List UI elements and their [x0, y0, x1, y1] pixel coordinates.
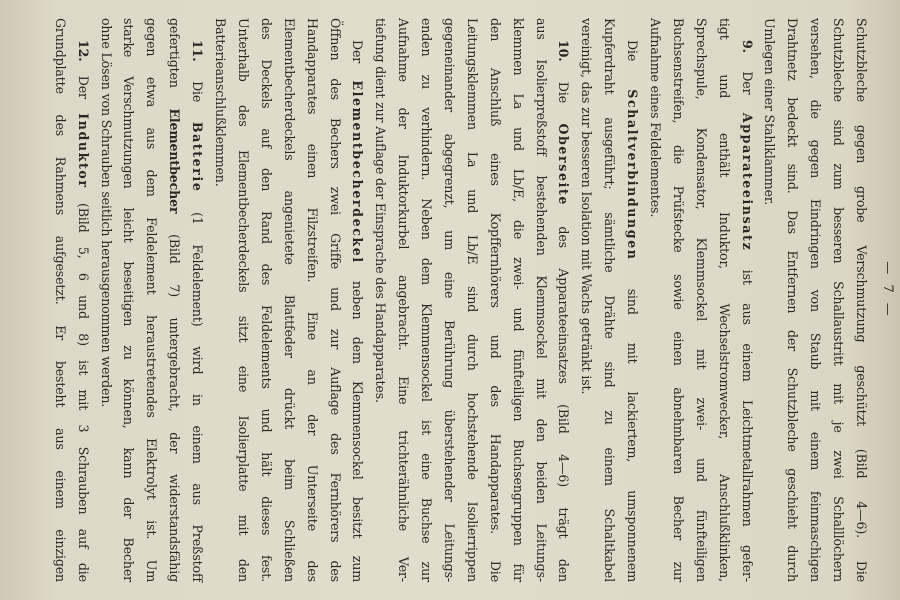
- text-fragment: Der: [350, 40, 366, 64]
- text-line: Unterhalb des Elementbecherdeckels sitzt eine Isolierplatte mit den: [235, 18, 251, 582]
- paragraph-schutzbleche: [758, 18, 872, 582]
- text-line: tigt und enthält Induktor, Wechselstromwecker, Anschlußklinken,: [716, 18, 732, 582]
- rotated-page-content: [22, 0, 900, 600]
- text-line: Grundplatte des Rahmens aufgesetzt. Er besteht aus einem einzigen: [52, 18, 68, 582]
- text-line: gegen etwa aus dem Feldelement heraustretendes Elektrolyt ist. Um: [144, 18, 160, 582]
- text-line: Sprechspule, Kondensator, Klemmsockel mit zwei- und fünfteiligen: [693, 18, 709, 582]
- text-line: Buchsenstreifen, die Prüfstecke sowie einen abnehmbaren Becher zur: [670, 18, 686, 582]
- text-fragment: Der: [739, 71, 755, 95]
- text-line: [552, 18, 575, 582]
- text-line: [71, 18, 94, 582]
- text-fragment: sind mit lackiertem, umsponnenem: [625, 288, 641, 582]
- text-fragment: Die: [625, 40, 641, 62]
- text-line: tiefung dient zur Auflage der Einsprache des Handapparates.: [373, 18, 389, 403]
- text-line: den Anschluß eines Kopffernhörers und des Handapparates. Die: [487, 18, 503, 582]
- term-elementbecher: Elementbecher: [167, 108, 183, 214]
- text-column: [48, 18, 872, 582]
- text-line: versehen, die gegen Eindringen von Staub mit einem feinmaschigen: [808, 18, 824, 582]
- text-line: Umlegen einer Stahlklammer.: [762, 18, 778, 206]
- paragraph-10-oberseite: [368, 18, 574, 582]
- text-line: klemmen La und Lb/E, die zwei- und fünfteiligen Buchsengruppen für: [510, 18, 526, 582]
- text-fragment: (Bild 7) untergebracht, der widerstandsfähig: [167, 234, 183, 582]
- text-line: aus Isolierpreßstoff bestehenden Klemmsockel mit den beiden Leitungs-: [533, 18, 549, 582]
- text-fragment: ist aus einem Leichtmetallrahmen gefer-: [739, 269, 755, 582]
- text-line: gegeneinander abgegrenzt, um eine Berührung überstehender Leitungs-: [441, 18, 457, 582]
- text-line: des Deckels auf den Rand des Feldelements und hält dieses fest.: [258, 18, 274, 582]
- text-line: Batterieanschlußklemmen.: [213, 18, 229, 187]
- text-fragment: Die: [556, 81, 572, 104]
- text-line: [735, 18, 758, 582]
- text-line: ohne Lösen von Schrauben seitlich herausgenommen werden.: [98, 18, 114, 408]
- text-line: Drahtnetz bedeckt sind. Das Entfernen der Schutzbleche geschieht durch: [785, 18, 801, 582]
- paragraph-9-apparateeinsatz: [643, 18, 757, 582]
- text-line: Schutzbleche sind zum besseren Schallaustritt mit je zwei Schalllöchern: [831, 18, 847, 582]
- text-fragment: gefertigten: [167, 18, 183, 88]
- term-elementbecherdeckel: Elementbecherdeckel: [350, 80, 366, 264]
- text-line: vereinigt, das zur besseren Isolation mit Wachs getränkt ist.: [579, 18, 595, 395]
- section-number: 11.: [190, 40, 206, 62]
- text-line: Aufnahme eines Feldelementes.: [647, 18, 663, 218]
- text-line: Elementbecherdeckels angenietete Blattfeder drückt beim Schließen: [281, 18, 297, 582]
- text-fragment: des Apparateeinsatzes (Bild 4—6) trägt den: [556, 226, 572, 583]
- section-number: 10.: [556, 40, 572, 62]
- page-number: — 7 —: [880, 261, 895, 319]
- text-line: starke Verschmutzungen leicht beseitigen zu können, kann der Becher: [121, 18, 137, 582]
- term-schaltverbindungen: Schaltverbindungen: [625, 89, 641, 261]
- term-batterie: Batterie: [190, 121, 206, 193]
- section-number: 12.: [75, 40, 91, 62]
- text-line: enden zu verhindern. Neben dem Klemmensockel ist eine Buchse zur: [419, 18, 435, 582]
- term-oberseite: Oberseite: [556, 123, 572, 206]
- text-fragment: Die: [190, 81, 206, 103]
- text-line: Schutzbleche gegen grobe Verschmutzung geschützt (Bild 4—6). Die: [854, 18, 869, 582]
- paragraph-schaltverbindungen: [574, 18, 643, 582]
- paragraph-12-induktor: [48, 18, 94, 582]
- term-induktor: Induktor: [75, 113, 91, 189]
- term-apparateeinsatz: Apparateeinsatz: [739, 112, 755, 252]
- text-line: Kupferdraht ausgeführt; sämtliche Drähte sind zu einem Schaltkabel: [602, 18, 618, 582]
- text-line: Leitungsklemmen La und Lb/E sind durch hochstehende Isolierrippen: [464, 18, 480, 582]
- paragraph-11-batterie: [94, 18, 208, 582]
- text-fragment: neben dem Klemmensockel besitzt zum: [350, 281, 366, 583]
- text-fragment: (Bild 5, 6 und 8) ist mit 3 Schrauben auf die: [75, 202, 91, 582]
- text-line: [185, 18, 208, 582]
- text-fragment: (1 Feldelement) wird in einem aus Preßstoff: [190, 212, 206, 582]
- text-line: [346, 18, 369, 582]
- text-line: Öffnen des Bechers zwei Griffe und zur Auflage des Fernhörers des: [327, 18, 343, 582]
- text-line: [620, 18, 643, 582]
- paragraph-elementbecherdeckel: [208, 18, 368, 582]
- section-number: 9.: [739, 40, 755, 53]
- text-fragment: Der: [75, 75, 91, 99]
- text-line: [162, 18, 185, 582]
- text-line: Aufnahme der Induktorkurbel angebracht. Eine trichterähnliche Ver-: [396, 18, 412, 582]
- text-line: Handapparates einen Filzstreifen. Eine an der Unterseite des: [304, 18, 320, 582]
